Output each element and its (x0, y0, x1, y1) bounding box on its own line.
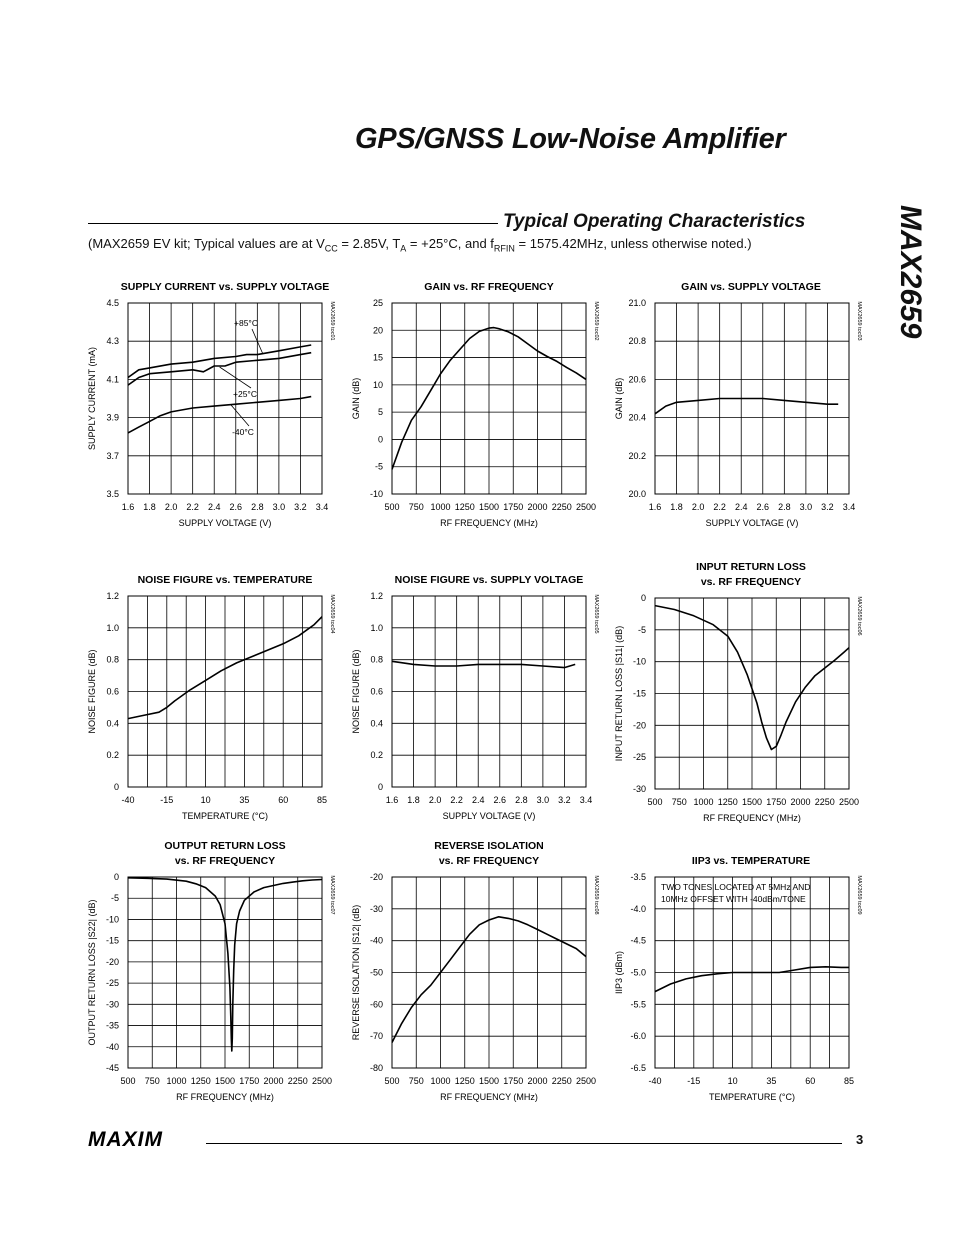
x-tick-label: 3.4 (579, 795, 593, 805)
page-number: 3 (856, 1132, 864, 1147)
x-tick-label: 2000 (790, 797, 811, 807)
x-tick-label: 1750 (503, 1076, 524, 1086)
x-tick-label: 1750 (766, 797, 787, 807)
y-tick-label: 20 (372, 325, 383, 336)
chart-title: OUTPUT RETURN LOSS (164, 840, 286, 852)
chart-title: vs. RF FREQUENCY (174, 855, 276, 867)
x-tick-label: 1500 (214, 1076, 236, 1086)
y-tick-label: 21.0 (628, 298, 646, 308)
x-tick-label: 85 (316, 795, 328, 805)
chart-title: NOISE FIGURE vs. TEMPERATURE (137, 574, 313, 586)
x-tick-label: 2000 (527, 1076, 548, 1086)
chart-code: MAX2659 toc09 (856, 875, 862, 915)
series-line (392, 661, 575, 667)
y-tick-label: -25 (105, 978, 119, 989)
chart-title: vs. RF FREQUENCY (438, 855, 540, 867)
grid (392, 303, 586, 494)
y-tick-label: 0.4 (370, 718, 383, 729)
x-tick-label: 750 (408, 1076, 424, 1086)
y-tick-label: 3.9 (106, 412, 119, 423)
x-tick-label: 35 (239, 795, 250, 805)
y-tick-label: 20.4 (628, 412, 646, 423)
x-tick-label: 1500 (478, 1076, 500, 1086)
y-tick-label: -5.5 (630, 999, 646, 1010)
y-tick-label: -40 (369, 935, 383, 946)
page-title: GPS/GNSS Low-Noise Amplifier (355, 123, 786, 155)
y-tick-label: -25 (632, 752, 646, 763)
y-tick-label: -10 (105, 914, 119, 925)
x-tick-label: 2.4 (471, 795, 485, 805)
y-tick-label: -35 (105, 1020, 119, 1031)
x-tick-label: 2.0 (428, 795, 442, 805)
x-tick-label: 1.8 (670, 502, 683, 512)
series-line (128, 397, 311, 433)
chart-noise-figure-vs-supply-voltage (330, 569, 604, 827)
chart-title: SUPPLY CURRENT vs. SUPPLY VOLTAGE (120, 281, 330, 293)
x-tick-label: 1.8 (407, 795, 420, 805)
y-tick-label: -15 (105, 935, 119, 946)
chart-supply-current-vs-supply-voltage (66, 276, 340, 534)
x-tick-label: 2.6 (229, 502, 243, 512)
x-tick-label: 1750 (239, 1076, 260, 1086)
y-tick-label: 15 (372, 352, 383, 363)
y-axis-label: NOISE FIGURE (dB) (87, 649, 97, 734)
y-tick-label: 25 (372, 298, 383, 308)
x-tick-label: 2500 (575, 502, 597, 512)
y-tick-label: -10 (369, 489, 383, 499)
y-axis-label: GAIN (dB) (614, 377, 624, 420)
y-tick-label: -5 (374, 461, 383, 472)
grid (392, 596, 586, 787)
conditions-text-4: = 1575.42MHz, unless otherwise noted.) (514, 236, 752, 251)
y-tick-label: -4.5 (630, 935, 646, 946)
x-tick-label: 750 (408, 502, 424, 512)
x-tick-label: 3.2 (558, 795, 571, 805)
y-axis-label: IIP3 (dBm) (614, 950, 624, 995)
y-tick-label: 0.2 (370, 750, 383, 761)
grid (655, 598, 849, 789)
chart-code: MAX2659 toc03 (856, 301, 862, 341)
y-tick-label: -30 (632, 784, 646, 794)
y-tick-label: -10 (632, 656, 646, 667)
x-tick-label: 1250 (717, 797, 738, 807)
y-tick-label: -4.0 (630, 903, 646, 914)
x-axis-label: SUPPLY VOLTAGE (V) (705, 518, 799, 528)
test-conditions (88, 236, 752, 254)
x-tick-label: 500 (384, 502, 400, 512)
y-tick-label: 0 (113, 872, 119, 882)
y-tick-label: 0 (377, 782, 383, 792)
x-tick-label: -40 (648, 1076, 662, 1086)
y-tick-label: -5.0 (630, 967, 646, 978)
y-tick-label: -6.0 (630, 1031, 646, 1042)
y-axis-label: GAIN (dB) (351, 377, 361, 420)
chart-output-return-loss-vs-rf-frequency (66, 835, 340, 1108)
y-tick-label: -30 (105, 999, 119, 1010)
x-tick-label: 3.0 (536, 795, 550, 805)
y-tick-label: 0.6 (370, 686, 383, 697)
x-tick-label: 3.4 (842, 502, 856, 512)
series-label-pointer (230, 404, 249, 426)
chart-iip3-vs-temperature (593, 850, 867, 1108)
x-tick-label: 1000 (430, 502, 451, 512)
conditions-sub-3: RFIN (493, 243, 515, 254)
x-tick-label: 2.8 (251, 502, 264, 512)
x-tick-label: 2.0 (691, 502, 705, 512)
x-tick-label: 2250 (551, 502, 572, 512)
x-axis-label: RF FREQUENCY (MHz) (703, 813, 801, 823)
y-tick-label: -50 (369, 967, 383, 978)
x-tick-label: 2.8 (778, 502, 791, 512)
section-rule (88, 223, 498, 224)
part-number-side-label (893, 205, 933, 395)
part-number-text: MAX2659 (894, 205, 927, 339)
y-tick-label: -6.5 (630, 1063, 646, 1073)
series-label-pointer (220, 367, 251, 388)
x-tick-label: 2.8 (515, 795, 528, 805)
chart-code: MAX2659 toc05 (593, 594, 599, 634)
grid (392, 877, 586, 1068)
y-tick-label: 4.5 (106, 298, 119, 308)
chart-annotation: 10MHz OFFSET WITH -40dBm/TONE (661, 894, 806, 904)
x-axis-label: RF FREQUENCY (MHz) (440, 1092, 538, 1102)
conditions-sub-1: CC (324, 243, 338, 254)
x-tick-label: 1750 (503, 502, 524, 512)
x-tick-label: 1500 (741, 797, 763, 807)
x-tick-label: 60 (278, 795, 289, 805)
y-tick-label: 0 (377, 434, 383, 445)
chart-noise-figure-vs-temperature (66, 569, 340, 827)
y-tick-label: 20.6 (628, 374, 646, 385)
y-tick-label: -70 (369, 1031, 383, 1042)
x-tick-label: 1250 (454, 502, 475, 512)
y-tick-label: 3.5 (106, 489, 119, 499)
x-tick-label: 1.8 (143, 502, 156, 512)
y-tick-label: -30 (369, 903, 383, 914)
x-tick-label: 500 (120, 1076, 136, 1086)
x-tick-label: 3.4 (315, 502, 329, 512)
x-tick-label: 2.2 (450, 795, 463, 805)
conditions-text-2: = 2.85V, T (337, 236, 401, 251)
x-axis-label: RF FREQUENCY (MHz) (440, 518, 538, 528)
y-tick-label: 20.0 (628, 489, 646, 499)
conditions-sub-2: A (400, 243, 407, 254)
chart-title: REVERSE ISOLATION (434, 840, 544, 852)
y-tick-label: 10 (372, 379, 383, 390)
maxim-logo (88, 1130, 200, 1150)
chart-gain-vs-rf-frequency (330, 276, 604, 534)
x-tick-label: 3.2 (294, 502, 307, 512)
y-tick-label: -80 (369, 1063, 383, 1073)
y-tick-label: 1.2 (370, 591, 383, 601)
x-axis-label: SUPPLY VOLTAGE (V) (442, 811, 536, 821)
y-axis-label: OUTPUT RETURN LOSS |S22| (dB) (87, 899, 97, 1046)
x-tick-label: 1250 (190, 1076, 211, 1086)
x-tick-label: 2500 (838, 797, 860, 807)
x-tick-label: 1500 (478, 502, 500, 512)
chart-title: GAIN vs. RF FREQUENCY (424, 281, 554, 293)
x-tick-label: 3.2 (821, 502, 834, 512)
x-tick-label: 2250 (814, 797, 835, 807)
x-tick-label: 3.0 (799, 502, 813, 512)
chart-code: MAX2659 toc02 (593, 301, 599, 341)
y-axis-label: REVERSE ISOLATION |S12| (dB) (351, 904, 361, 1041)
y-tick-label: -5 (110, 893, 119, 904)
x-tick-label: 2500 (575, 1076, 597, 1086)
x-tick-label: 2250 (287, 1076, 308, 1086)
x-tick-label: 3.0 (272, 502, 286, 512)
chart-code: MAX2659 toc07 (329, 875, 335, 915)
x-tick-label: 500 (647, 797, 663, 807)
x-tick-label: 10 (727, 1076, 738, 1086)
footer-rule (206, 1143, 842, 1144)
x-tick-label: 1000 (430, 1076, 451, 1086)
chart-title: NOISE FIGURE vs. SUPPLY VOLTAGE (394, 574, 584, 586)
y-tick-label: 0.8 (106, 654, 119, 665)
x-tick-label: 1000 (166, 1076, 187, 1086)
conditions-text-3: = +25°C, and f (406, 236, 494, 251)
chart-annotation: TWO TONES LOCATED AT 5MHz AND (661, 882, 811, 892)
y-tick-label: 0.6 (106, 686, 119, 697)
x-tick-label: 750 (144, 1076, 160, 1086)
x-tick-label: 35 (766, 1076, 777, 1086)
x-axis-label: TEMPERATURE (°C) (182, 811, 268, 821)
y-tick-label: 0.8 (370, 654, 383, 665)
x-tick-label: 2.4 (734, 502, 748, 512)
y-tick-label: 4.1 (106, 374, 119, 385)
x-tick-label: 1.6 (385, 795, 399, 805)
y-tick-label: 20.2 (628, 450, 646, 461)
x-tick-label: 2.2 (186, 502, 199, 512)
chart-title: IIP3 vs. TEMPERATURE (691, 855, 811, 867)
y-tick-label: 1.0 (106, 622, 119, 633)
grid (128, 596, 322, 787)
y-tick-label: 3.7 (106, 450, 119, 461)
y-tick-label: 0 (640, 593, 646, 603)
y-tick-label: 1.2 (106, 591, 119, 601)
y-tick-label: -5 (637, 624, 646, 635)
y-tick-label: 0 (113, 782, 119, 792)
chart-title: INPUT RETURN LOSS (696, 561, 806, 573)
y-tick-label: -60 (369, 999, 383, 1010)
x-tick-label: 2000 (527, 502, 548, 512)
conditions-text-1: (MAX2659 EV kit; Typical values are at V (88, 236, 325, 251)
y-tick-label: -45 (105, 1063, 119, 1073)
x-tick-label: 1.6 (648, 502, 662, 512)
x-tick-label: 10 (200, 795, 211, 805)
y-tick-label: -3.5 (630, 872, 646, 882)
section-title: Typical Operating Characteristics (503, 211, 806, 232)
x-tick-label: 1.6 (121, 502, 135, 512)
chart-title: GAIN vs. SUPPLY VOLTAGE (681, 281, 821, 293)
series-label: +25°C (233, 389, 257, 399)
x-axis-label: TEMPERATURE (°C) (709, 1092, 795, 1102)
x-tick-label: 2.0 (164, 502, 178, 512)
x-tick-label: 2.6 (756, 502, 770, 512)
y-tick-label: 0.2 (106, 750, 119, 761)
y-tick-label: -40 (105, 1041, 119, 1052)
series-line (655, 399, 838, 414)
grid (128, 877, 322, 1068)
x-tick-label: 1000 (693, 797, 714, 807)
chart-code: MAX2659 toc01 (329, 301, 335, 341)
y-tick-label: 1.0 (370, 622, 383, 633)
x-tick-label: -40 (121, 795, 135, 805)
x-tick-label: 60 (805, 1076, 816, 1086)
y-tick-label: 20.8 (628, 336, 646, 347)
x-tick-label: -15 (687, 1076, 701, 1086)
y-tick-label: -20 (632, 720, 646, 731)
x-axis-label: RF FREQUENCY (MHz) (176, 1092, 274, 1102)
y-axis-label: INPUT RETURN LOSS |S11| (dB) (614, 625, 624, 762)
y-tick-label: -20 (105, 956, 119, 967)
y-tick-label: -15 (632, 688, 646, 699)
x-tick-label: 2500 (311, 1076, 333, 1086)
maxim-logo-text: MAXIM (88, 1130, 163, 1150)
x-tick-label: 85 (843, 1076, 855, 1086)
x-tick-label: 750 (671, 797, 687, 807)
x-tick-label: 1250 (454, 1076, 475, 1086)
x-tick-label: 2250 (551, 1076, 572, 1086)
chart-reverse-isolation-vs-rf-frequency (330, 835, 604, 1108)
series-label: +85°C (234, 318, 258, 328)
y-axis-label: NOISE FIGURE (dB) (351, 649, 361, 734)
chart-input-return-loss-vs-rf-frequency (593, 556, 867, 829)
x-tick-label: 2.6 (493, 795, 507, 805)
chart-code: MAX2659 toc08 (593, 875, 599, 915)
chart-code: MAX2659 toc06 (856, 596, 862, 636)
y-tick-label: 5 (377, 407, 383, 418)
x-tick-label: -15 (160, 795, 174, 805)
x-axis-label: SUPPLY VOLTAGE (V) (178, 518, 272, 528)
x-tick-label: 2.2 (713, 502, 726, 512)
y-tick-label: 4.3 (106, 336, 119, 347)
y-axis-label: SUPPLY CURRENT (mA) (87, 346, 97, 451)
y-tick-label: 0.4 (106, 718, 119, 729)
x-tick-label: 2000 (263, 1076, 284, 1086)
chart-title: vs. RF FREQUENCY (700, 576, 802, 588)
chart-gain-vs-supply-voltage (593, 276, 867, 534)
x-tick-label: 2.4 (207, 502, 221, 512)
series-label: -40°C (232, 427, 254, 437)
chart-code: MAX2659 toc04 (329, 594, 335, 634)
y-tick-label: -20 (369, 872, 383, 882)
x-tick-label: 500 (384, 1076, 400, 1086)
